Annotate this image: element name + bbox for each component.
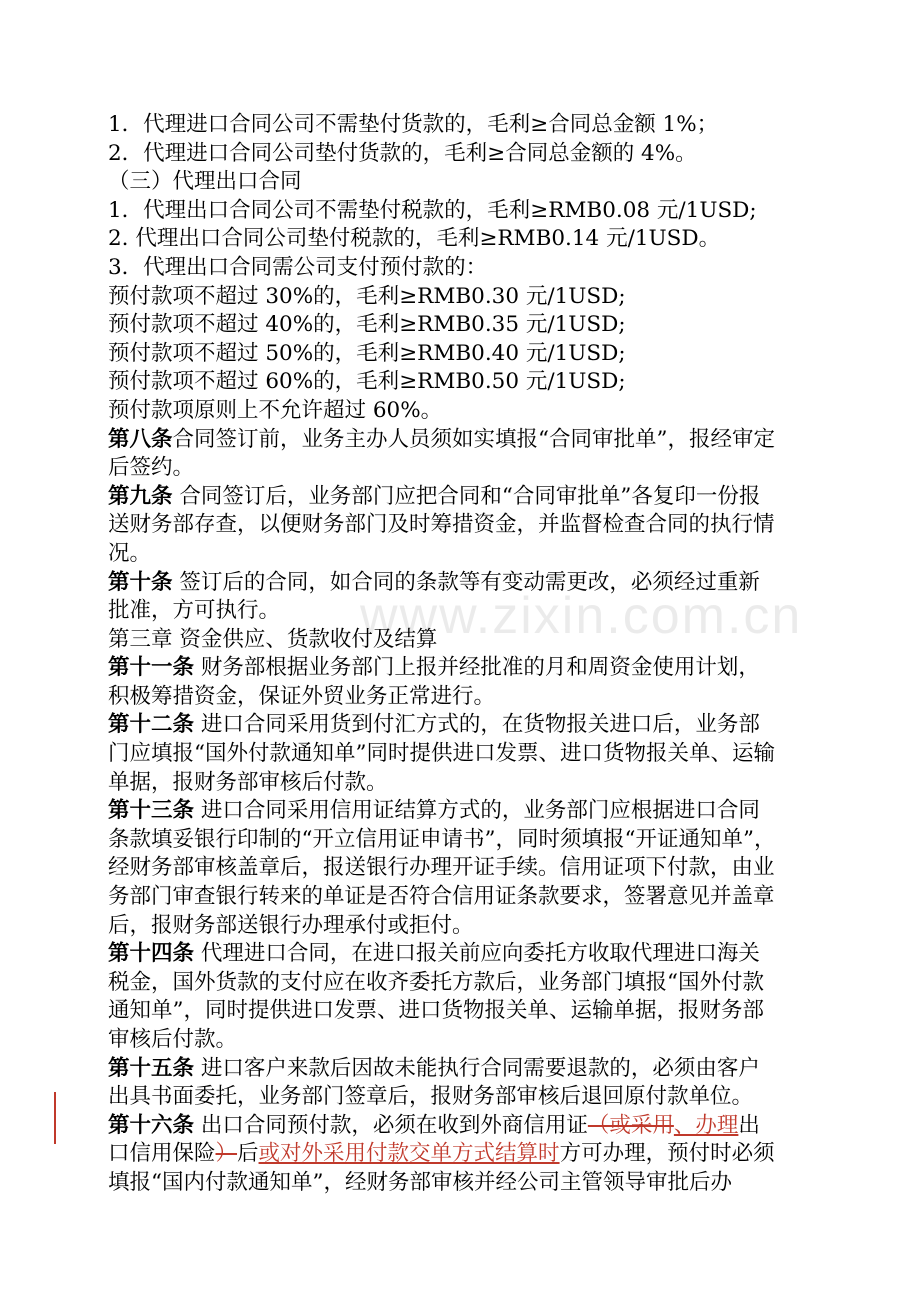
article-text: 财务部根据业务部门上报并经批准的月和周资金使用计划，积极筹措资金，保证外贸业务正常进行。 (108, 655, 760, 709)
list-line: 1．代理进口合同公司不需垫付货款的，毛利≥合同总金额 1%； (108, 112, 719, 137)
article-16 (108, 1112, 776, 1198)
article-heading: 第十条 (108, 569, 173, 595)
article-text: 代理进口合同，在进口报关前应向委托方收取代理进口海关税金，国外货款的支付应在收齐委托方款后，业务部门填报“国外付款通知单”，同时提供进口发票、进口货物报关单、运输单据，报财务部审核后付款。 (108, 941, 764, 1052)
article-heading: 第九条 (108, 483, 173, 509)
section-heading: （三）代理出口合同 (108, 169, 302, 195)
chapter-heading: 第三章 资金供应、货款收付及结算 (108, 626, 438, 652)
article-8 (108, 426, 776, 483)
article-text: 出口合同预付款，必须在收到外商信用证 (194, 1112, 588, 1138)
article-15 (108, 1055, 776, 1112)
document-body (108, 111, 776, 1198)
article-text: 后 (237, 1141, 259, 1167)
article-heading: 第十一条 (108, 655, 195, 681)
article-11 (108, 654, 776, 711)
tracked-insertion: 、办理 (673, 1112, 739, 1138)
list-line: 2. 代理出口合同公司垫付税款的，毛利≥RMB0.14 元/1USD。 (108, 226, 721, 252)
article-14 (108, 940, 776, 1054)
tracked-deletion: （或采用 (587, 1112, 674, 1138)
article-13 (108, 797, 776, 940)
tracked-insertion: 或对外采用付款交单方式结算时 (258, 1141, 560, 1167)
watermark: www.zixin.com.cn (360, 587, 803, 645)
article-text: 签订后的合同，如合同的条款等有变动需更改，必须经过重新批准，方可执行。 (108, 569, 760, 624)
list-line: 预付款项不超过 50%的，毛利≥RMB0.40 元/1USD; (108, 340, 626, 366)
article-heading: 第十四条 (108, 941, 195, 967)
revision-change-bar (54, 1092, 56, 1144)
article-heading: 第八条 (108, 426, 173, 452)
article-text: 进口客户来款后因故未能执行合同需要退款的，必须由客户出具书面委托，业务部门签章后，报财务部审核后退回原付款单位。 (108, 1055, 760, 1110)
article-text: 进口合同采用货到付汇方式的，在货物报关进口后，业务部门应填报“国外付款通知单”同时提供进口发票、进口货物报关单、运输单据，报财务部审核后付款。 (108, 712, 775, 795)
article-heading: 第十二条 (108, 712, 195, 738)
article-text: 进口合同采用信用证结算方式的，业务部门应根据进口合同条款填妥银行印制的“开立信用证申请书”，同时须填报“开证通知单”，经财务部审核盖章后，报送银行办理开证手续。信用证项下付款，由业务部门审查银行转来的单证是否符合信用证条款要求，签署意见并盖章后，报财务部送银行办理承付或拒付。 (108, 798, 776, 938)
article-9 (108, 483, 776, 569)
article-heading: 第十五条 (108, 1055, 195, 1081)
article-text: 合同签订后，业务部门应把合同和“合同审批单”各复印一份报送财务部存查，以便财务部门及时筹措资金，并监督检查合同的执行情况。 (108, 483, 775, 566)
list-line: 2．代理进口合同公司垫付货款的，毛利≥合同总金额的 4%。 (108, 140, 697, 166)
list-line: 预付款项不超过 40%的，毛利≥RMB0.35 元/1USD; (108, 312, 626, 338)
article-text: 出口信用保险 (108, 1112, 760, 1167)
article-text: 合同签订前，业务主办人员须如实填报“合同审批单”，报经审定后签约。 (108, 426, 776, 481)
article-heading: 第十六条 (108, 1112, 195, 1138)
list-line: 1．代理出口合同公司不需垫付税款的，毛利≥RMB0.08 元/1USD; (108, 197, 757, 223)
article-12 (108, 711, 776, 797)
list-line: 预付款项不超过 30%的，毛利≥RMB0.30 元/1USD; (108, 283, 626, 309)
list-line: 3．代理出口合同需公司支付预付款的： (108, 254, 488, 280)
article-text: 方可办理，预付时必须填报“国内付款通知单”，经财务部审核并经公司主管领导审批后办 (108, 1141, 775, 1195)
list-line: 预付款项不超过 60%的，毛利≥RMB0.50 元/1USD; (108, 369, 626, 395)
article-heading: 第十三条 (108, 798, 195, 824)
tracked-deletion: ） (215, 1141, 238, 1167)
article-10 (108, 569, 776, 626)
list-line: 预付款项原则上不允许超过 60%。 (108, 397, 443, 423)
